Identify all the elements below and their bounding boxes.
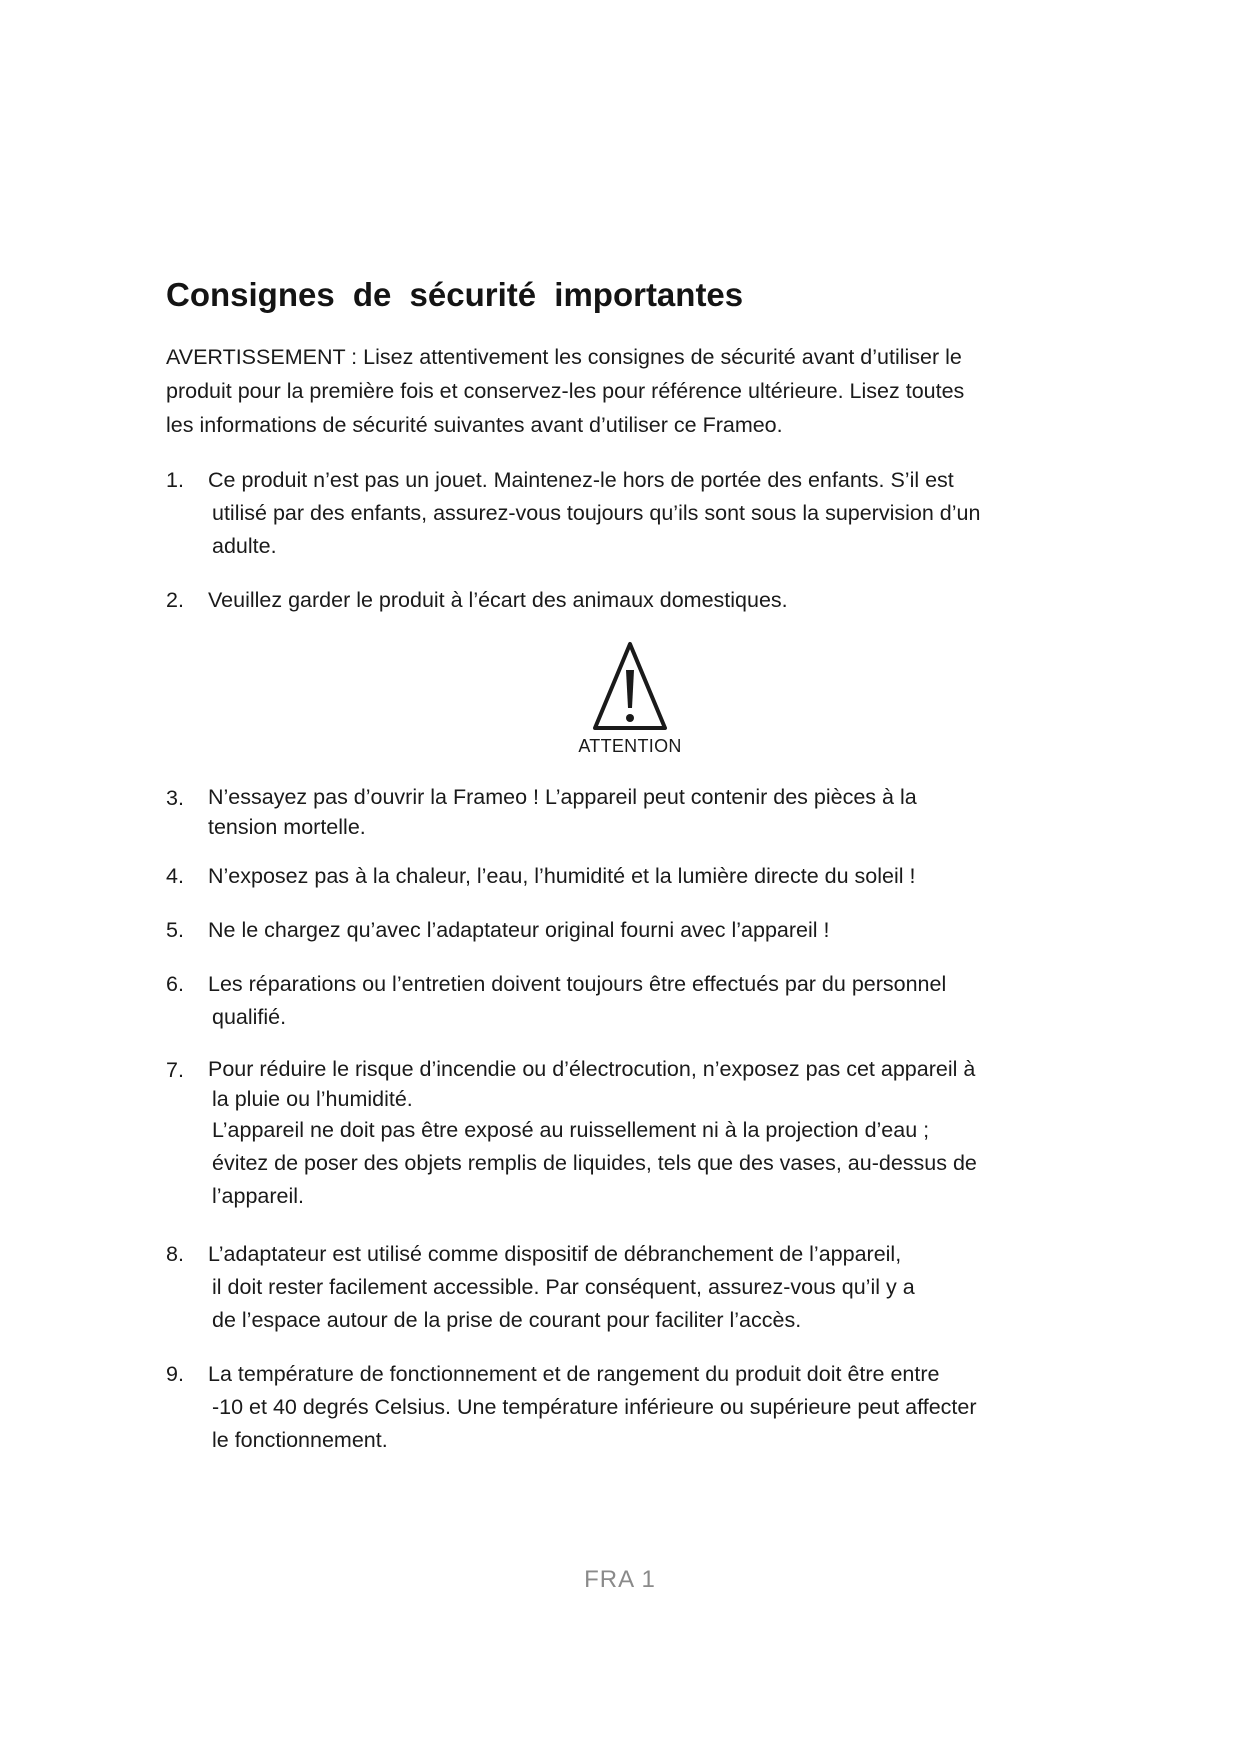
item-line: Ce produit n’est pas un jouet. Maintenez-le hors de portée des enfants. S’il est — [208, 468, 954, 492]
item-line: La température de fonctionnement et de rangement du produit doit être entre — [208, 1362, 940, 1386]
item-line: il doit rester facilement accessible. Par conséquent, assurez-vous qu’il y a — [212, 1275, 915, 1299]
warning-triangle-icon — [592, 640, 668, 732]
item-line: L’adaptateur est utilisé comme dispositif de débranchement de l’appareil, — [208, 1242, 902, 1266]
item-number: 1. — [166, 468, 184, 492]
item-number: 8. — [166, 1242, 184, 1266]
page-number: FRA 1 — [584, 1566, 656, 1593]
item-line: évitez de poser des objets remplis de liquides, tels que des vases, au-dessus de — [212, 1151, 977, 1175]
item-line: le fonctionnement. — [212, 1428, 388, 1452]
item-line: Les réparations ou l’entretien doivent toujours être effectués par du personnel — [208, 972, 947, 996]
item-number: 6. — [166, 972, 184, 996]
warning-intro — [166, 340, 1086, 442]
item-line: adulte. — [212, 534, 277, 558]
warning-label: ATTENTION — [578, 736, 682, 756]
item-number: 4. — [166, 864, 184, 888]
page-title: Consignes de sécurité importantes — [166, 276, 744, 313]
item-line: la pluie ou l’humidité. — [212, 1087, 413, 1111]
item-line: qualifié. — [212, 1005, 287, 1029]
attention-warning — [574, 640, 686, 757]
item-line: tension mortelle. — [208, 815, 366, 839]
item-line: Ne le chargez qu’avec l’adaptateur original fourni avec l’appareil ! — [208, 918, 830, 942]
item-line: de l’espace autour de la prise de courant pour faciliter l’accès. — [212, 1308, 802, 1332]
item-line: L’appareil ne doit pas être exposé au ruissellement ni à la projection d’eau ; — [212, 1118, 930, 1142]
item-line: Veuillez garder le produit à l’écart des animaux domestiques. — [208, 588, 788, 612]
intro-line: les informations de sécurité suivantes avant d’utiliser ce Frameo. — [166, 413, 783, 437]
item-number: 7. — [166, 1058, 184, 1082]
item-line: Pour réduire le risque d’incendie ou d’électrocution, n’exposez pas cet appareil à — [208, 1057, 976, 1081]
item-line: utilisé par des enfants, assurez-vous toujours qu’ils sont sous la supervision d’un — [212, 501, 981, 525]
item-line: N’exposez pas à la chaleur, l’eau, l’humidité et la lumière directe du soleil ! — [208, 864, 916, 888]
item-line: -10 et 40 degrés Celsius. Une température inférieure ou supérieure peut affecter — [212, 1395, 977, 1419]
item-number: 9. — [166, 1362, 184, 1386]
intro-line: produit pour la première fois et conservez-les pour référence ultérieure. Lisez toutes — [166, 379, 965, 403]
intro-line: AVERTISSEMENT : Lisez attentivement les consignes de sécurité avant d’utiliser le — [166, 345, 962, 369]
item-line: l’appareil. — [212, 1184, 305, 1208]
item-number: 2. — [166, 588, 184, 612]
item-number: 3. — [166, 786, 184, 810]
item-line: N’essayez pas d’ouvrir la Frameo ! L’appareil peut contenir des pièces à la — [208, 785, 917, 809]
item-number: 5. — [166, 918, 184, 942]
